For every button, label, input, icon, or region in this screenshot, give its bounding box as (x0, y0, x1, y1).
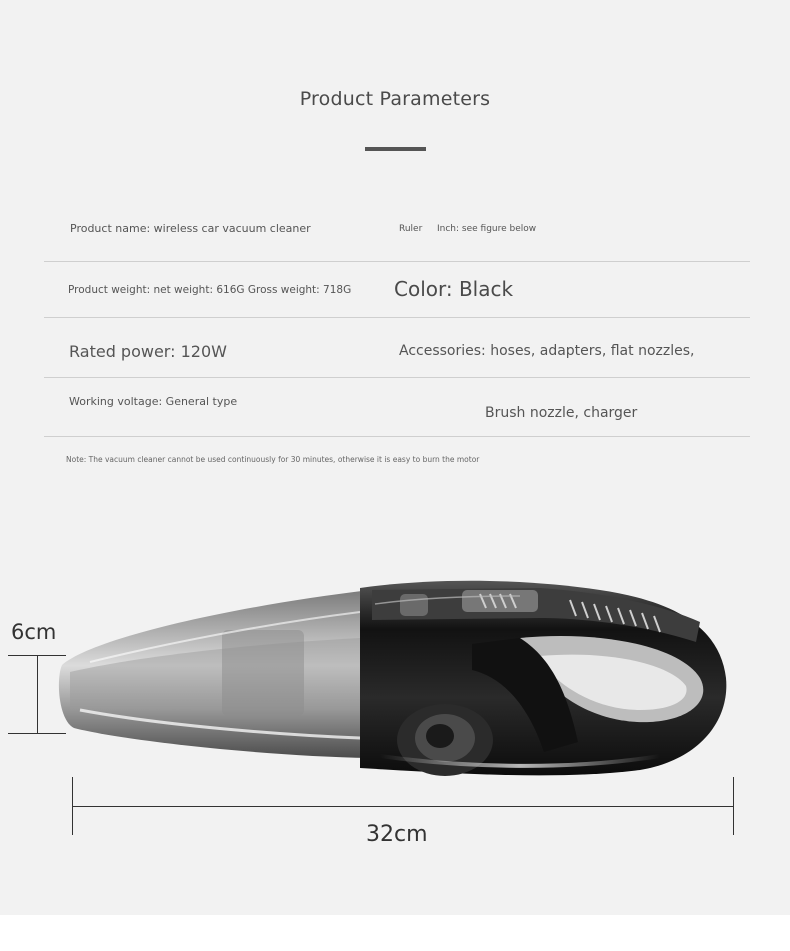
spec-product-name: Product name: wireless car vacuum cleaner (70, 222, 311, 235)
usage-note: Note: The vacuum cleaner cannot be used continuously for 30 minutes, otherwise it is easy to burn the motor (66, 455, 480, 464)
title-underline (365, 147, 426, 151)
dimension-length-label: 32cm (366, 822, 428, 847)
row-divider (44, 317, 750, 318)
row-divider (44, 436, 750, 437)
spec-working-voltage: Working voltage: General type (69, 395, 238, 408)
row-divider (44, 377, 750, 378)
page-title: Product Parameters (299, 88, 491, 110)
spec-accessories-line1: Accessories: hoses, adapters, flat nozzles, (399, 343, 695, 359)
spec-accessories-line2: Brush nozzle, charger (485, 405, 638, 421)
spec-ruler-label: Ruler (399, 224, 423, 234)
spec-color: Color: Black (394, 277, 514, 301)
spec-weight: Product weight: net weight: 616G Gross weight: 718G (68, 284, 352, 296)
dimension-height-label: 6cm (11, 620, 57, 644)
vacuum-cleaner-image (0, 560, 790, 800)
dimension-height-line (37, 655, 38, 734)
row-divider (44, 261, 750, 262)
dimension-length-line (72, 806, 734, 807)
spec-rated-power: Rated power: 120W (69, 342, 227, 361)
spec-ruler-value: Inch: see figure below (437, 224, 537, 234)
